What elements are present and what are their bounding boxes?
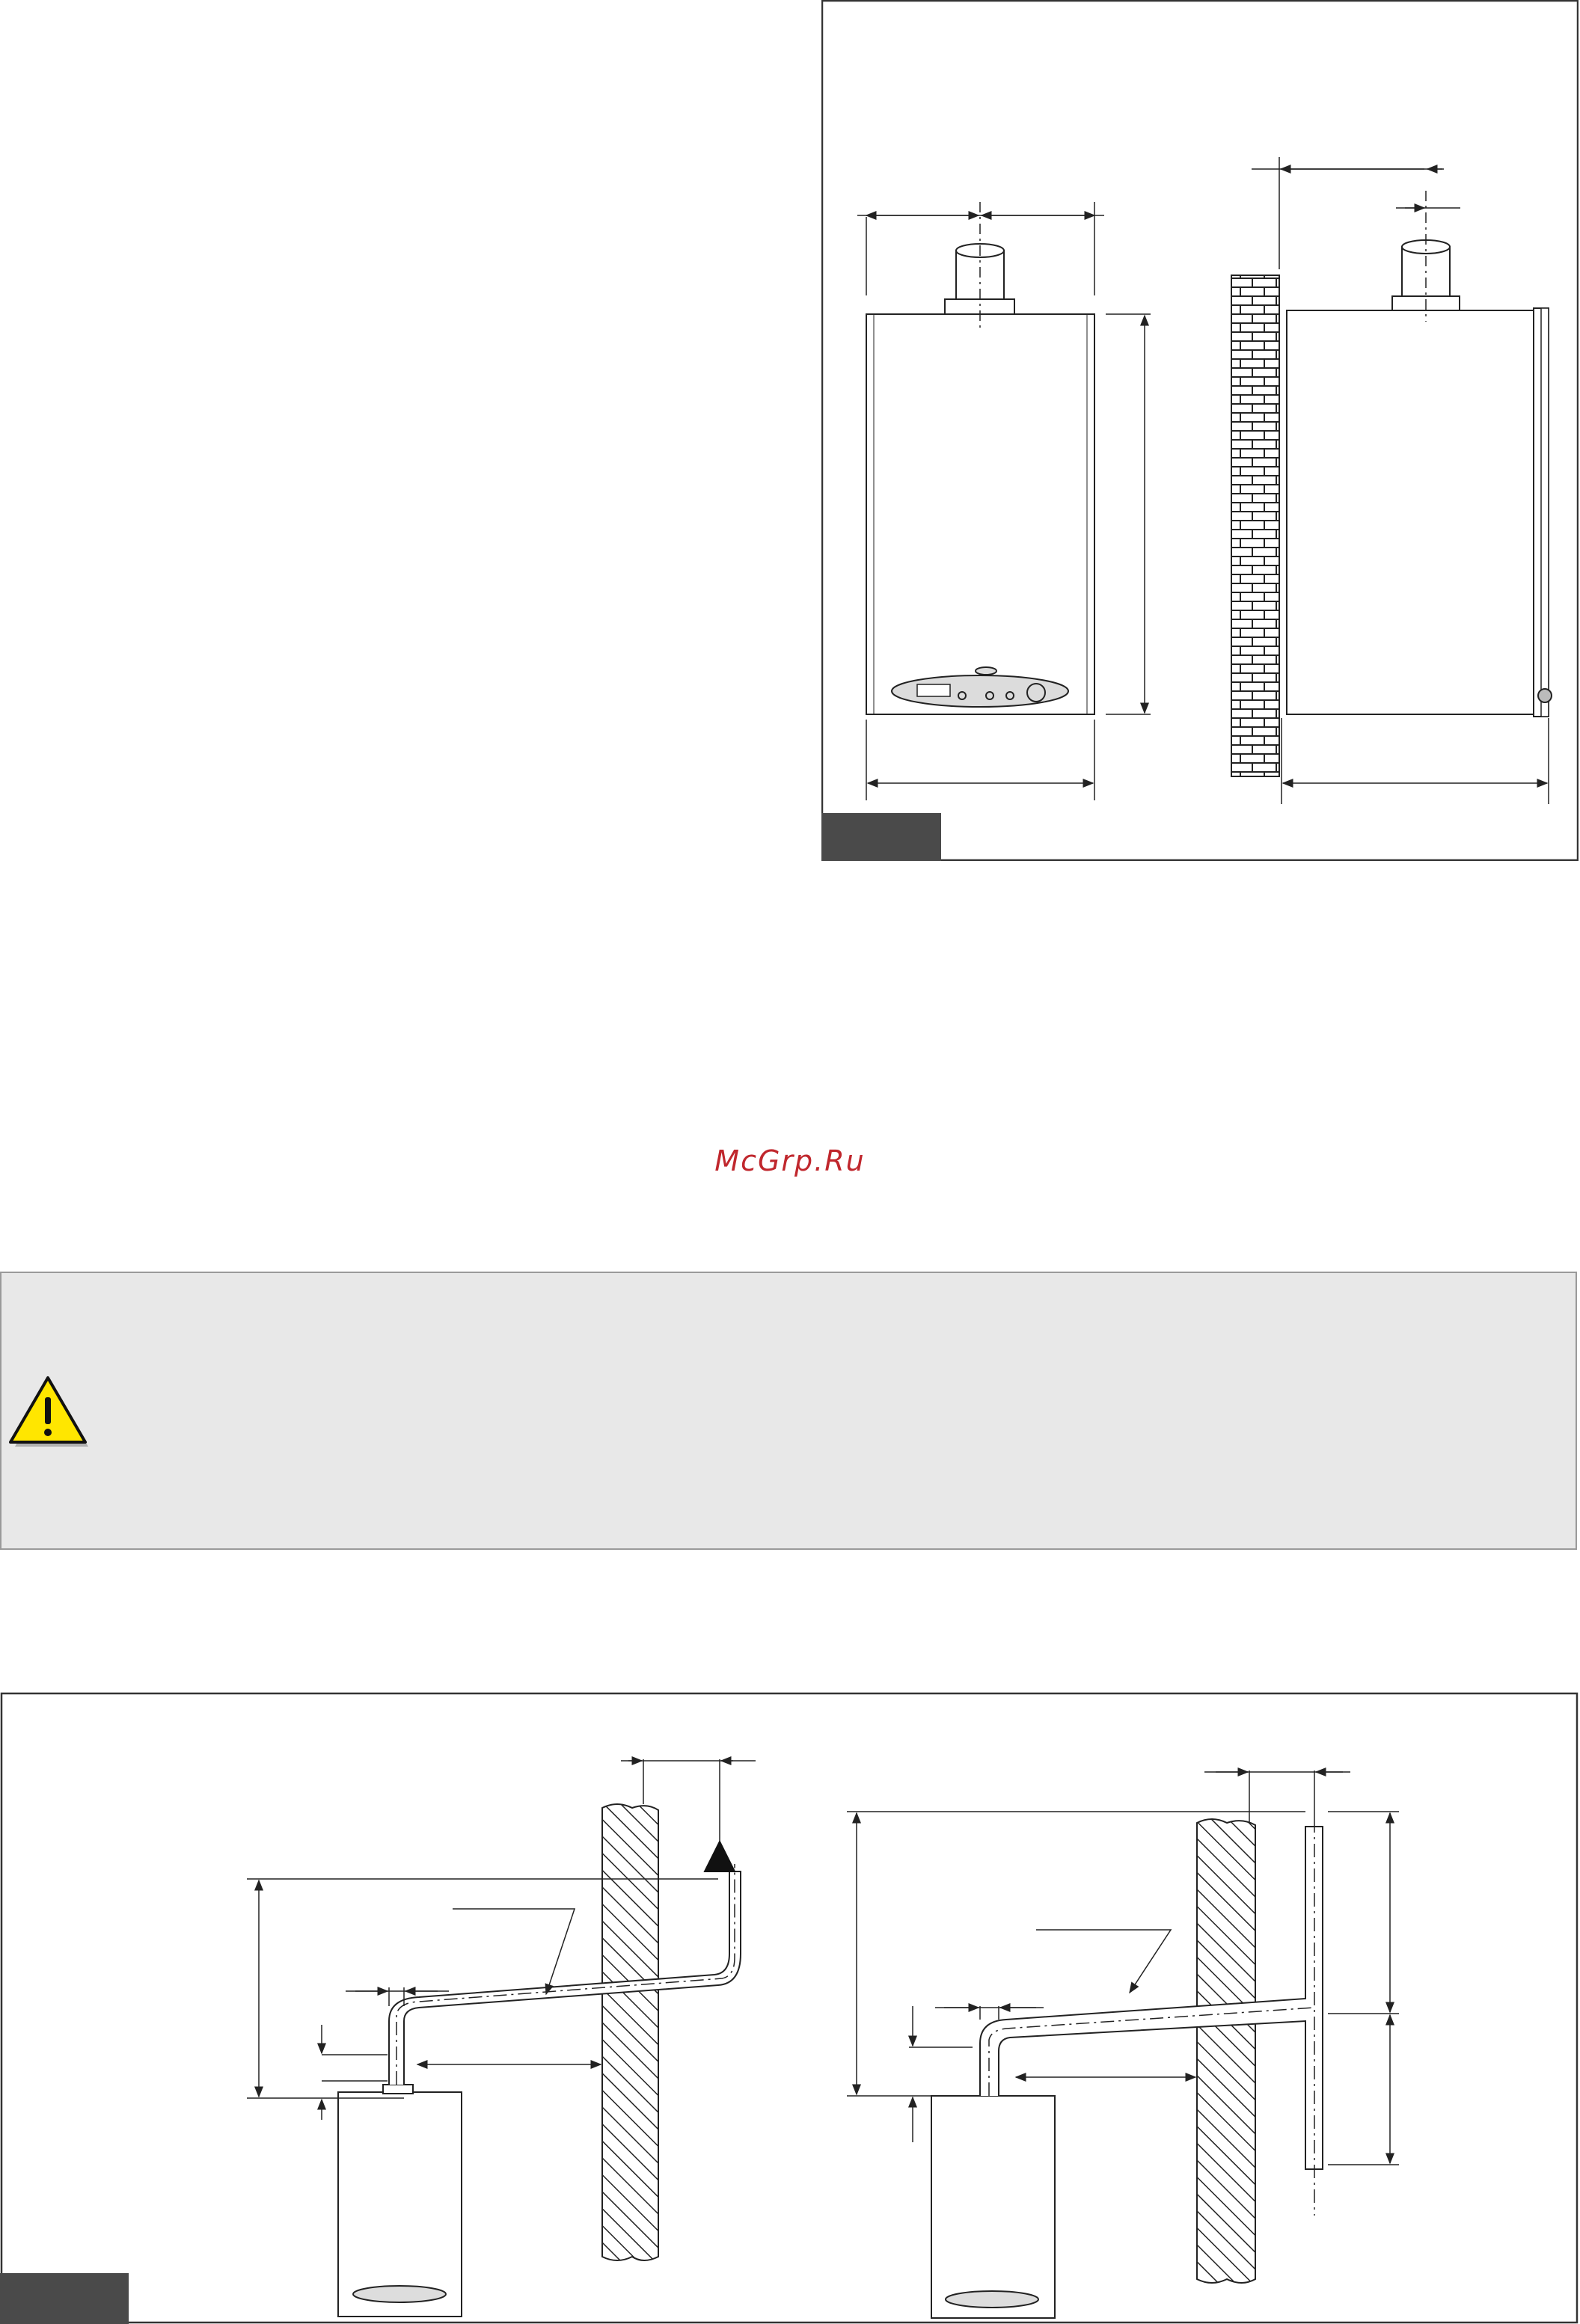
warning-triangle-icon [7,1375,91,1451]
wall-section [1197,1819,1255,2283]
figure-tab [0,2273,129,2324]
brick-wall [1231,275,1279,776]
flue-diagram-left [247,1759,756,2317]
flue-installation-figure [0,1692,1579,2324]
figure-tab [821,813,941,861]
boiler-front-view [857,202,1151,800]
wall-section [602,1804,658,2260]
boiler-side-view [1231,157,1552,804]
flue-diagram-right [847,1770,1399,2318]
figure-frame [1,1693,1577,2323]
warning-box [0,1272,1577,1550]
watermark: McGrp.Ru [714,1144,866,1177]
boiler-dimensions-figure [821,0,1579,861]
